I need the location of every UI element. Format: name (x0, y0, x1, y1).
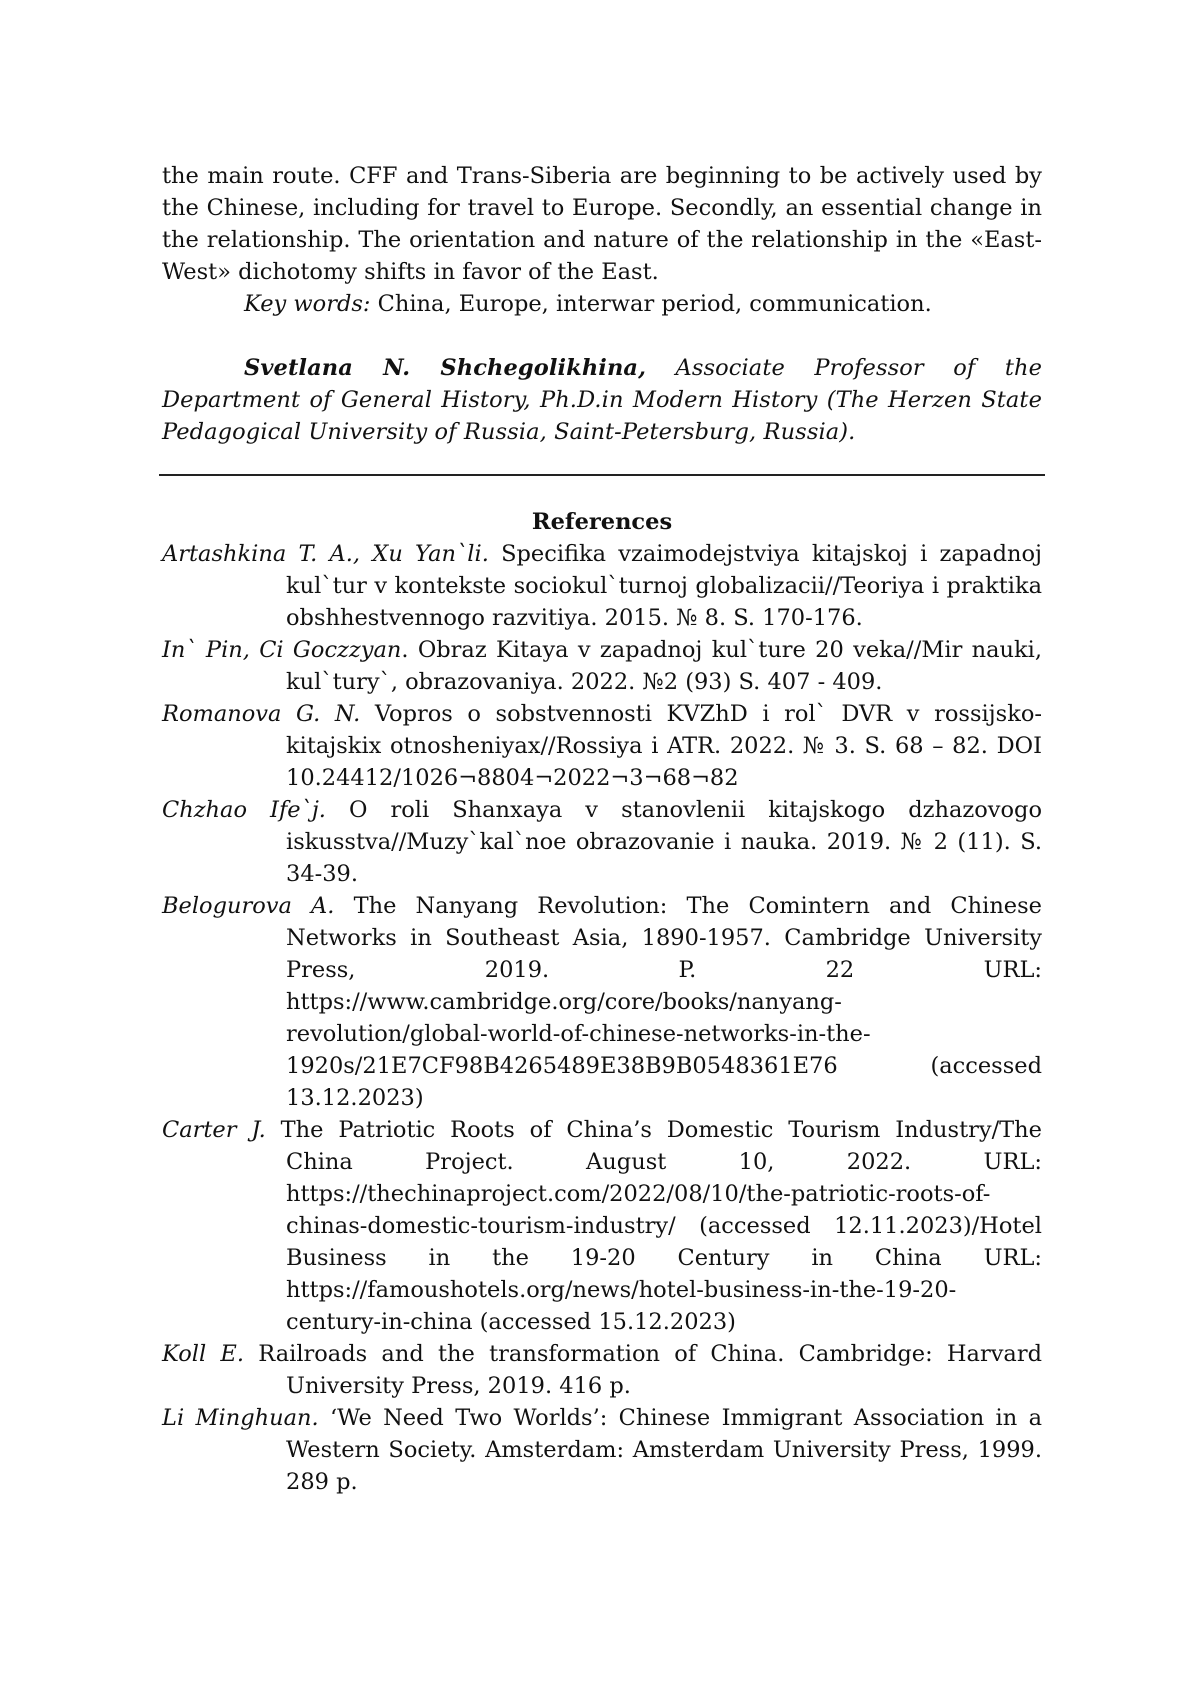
reference-text: O roli Shanxaya v stanovlenii kitajskogo dzhazovogo iskusstva//Muzy`kal`noe obrazovanie i nauka. 2019. № 2 (11). S. 34-39. (286, 797, 1042, 887)
reference-author: Belogurova A. (162, 893, 334, 919)
reference-author: Carter J. (162, 1117, 266, 1143)
author-affiliation: Associate Professor of the Department of General History, Ph.D.in Modern History (The Herzen State Pedagogical University of Russia, Saint-Petersburg, Russia). (162, 355, 1042, 445)
reference-author: Artashkina T. A., Xu Yan`li. (162, 541, 489, 567)
reference-author: Chzhao Ife`j. (162, 797, 326, 823)
reference-author: Koll E. (162, 1341, 244, 1367)
reference-text: . Obraz Kitaya v zapadnoj kul`ture 20 veka//Mir nauki, kul`tury`, obrazovaniya. 2022. №2 (93) S. 407 - 409. (286, 637, 1042, 695)
reference-item (162, 634, 1042, 698)
reference-text: The Patriotic Roots of China’s Domestic Tourism Industry/The China Project. August 10, 2022. URL: https://thechinaproject.com/2022/08/10/the-patriotic-roots-of-chinas-domestic-tourism-industry/ (accessed 12.11.2023)/Hotel Business in the 19-20 Century in China URL: https://famoushotels.org/news/hotel-business-in-the-19-20-century-in-china (accessed 15.12.2023) (266, 1117, 1042, 1335)
author-name: Svetlana N. Shchegolikhina, (244, 355, 646, 381)
reference-text: Specifika vzaimodejstviya kitajskoj i zapadnoj kul`tur v kontekste sociokul`turnoj globalizacii//Teoriya i praktika obshhestvennogo razvitiya. 2015. № 8. S. 170-176. (286, 541, 1042, 631)
reference-item (162, 794, 1042, 890)
keywords-label: Key words: (244, 291, 370, 317)
reference-text: Railroads and the transformation of China. Cambridge: Harvard University Press, 2019. 416 p. (244, 1341, 1042, 1399)
keywords-line (162, 288, 1042, 320)
reference-item (162, 1114, 1042, 1338)
reference-item (162, 1402, 1042, 1498)
keywords-value: China, Europe, interwar period, communication. (370, 291, 931, 317)
reference-item (162, 538, 1042, 634)
section-divider (159, 474, 1045, 476)
abstract-paragraph: the main route. CFF and Trans-Siberia are beginning to be actively used by the Chinese, including for travel to Europe. Secondly, an essential change in the relationship. The orientation and nature of the relationship in the «East-West» dichotomy shifts in favor of the East. (162, 160, 1042, 288)
reference-item (162, 698, 1042, 794)
reference-author: Romanova G. N. (162, 701, 360, 727)
references-list (162, 538, 1042, 1498)
reference-author: In` Pin, Ci Goczzyan (162, 637, 401, 663)
reference-author: Li Minghuan. (162, 1405, 319, 1431)
reference-text: The Nanyang Revolution: The Comintern and Chinese Networks in Southeast Asia, 1890-1957. Cambridge University Press, 2019. P. 22 URL: https://www.cambridge.org/core/books/nanyang-revolution/global-world-of-chinese-networks-in-the-1920s/21E7CF98B4265489E38B9B0548361E76 (accessed 13.12.2023) (286, 893, 1042, 1111)
references-title: References (162, 506, 1042, 538)
reference-item (162, 1338, 1042, 1402)
reference-text: ‘We Need Two Worlds’: Chinese Immigrant Association in a Western Society. Amsterdam: Amsterdam University Press, 1999. 289 p. (286, 1405, 1042, 1495)
page-content (162, 160, 1042, 1498)
reference-text: Vopros o sobstvennosti KVZhD i rol` DVR v rossijsko-kitajskix otnosheniyax//Rossiya i ATR. 2022. № 3. S. 68 – 82. DOI 10.24412/1026¬8804¬2022¬3¬68¬82 (286, 701, 1042, 791)
reference-item (162, 890, 1042, 1114)
author-info (162, 352, 1042, 448)
